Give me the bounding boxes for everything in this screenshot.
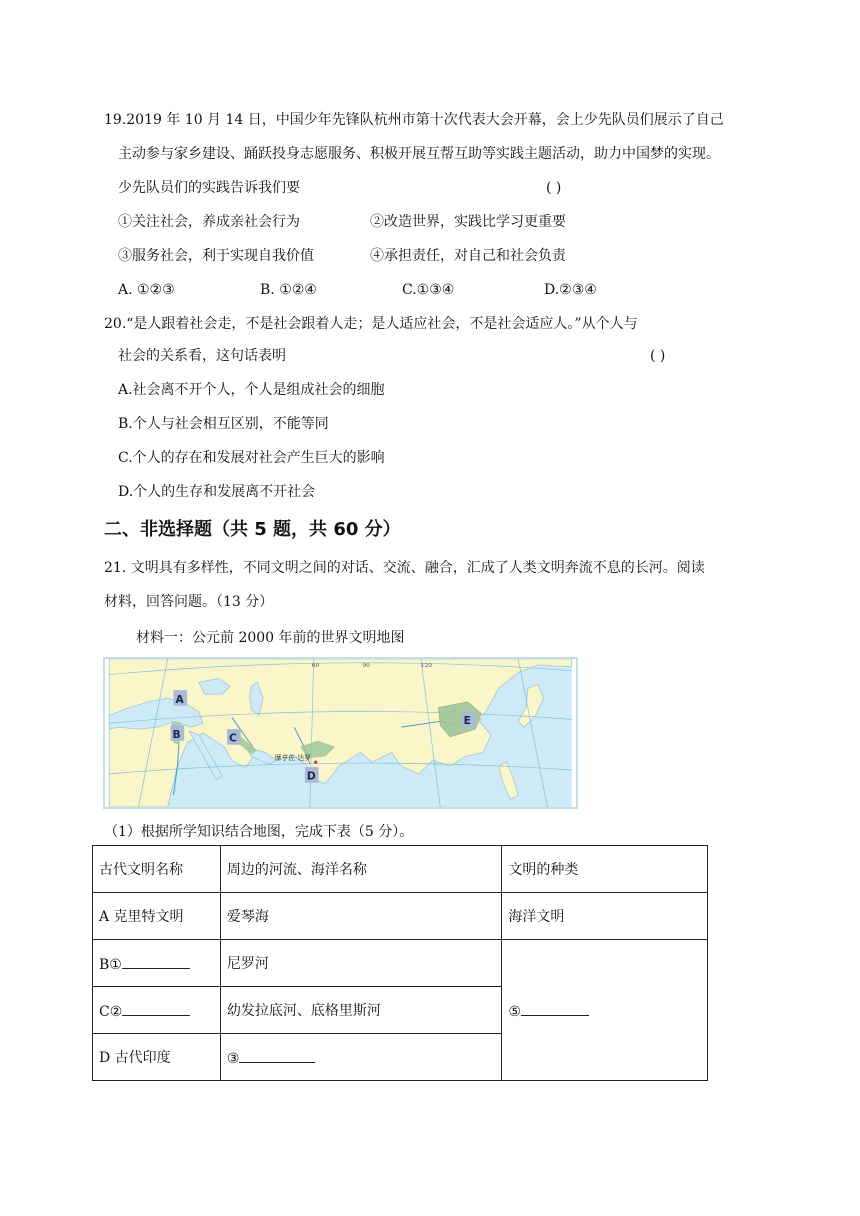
q20-option-a: A.社会离不开个人，个人是组成社会的细胞	[118, 382, 385, 398]
map-lon-120: 120	[420, 662, 432, 669]
table-cell-water: 尼罗河	[220, 940, 501, 987]
answer-blank-2[interactable]	[122, 1000, 190, 1016]
table-cell-water: 爱琴海	[220, 893, 501, 940]
q21-stem-line1: 21. 文明具有多样性，不同文明之间的对话、交流、融合，汇成了人类文明奔流不息的长河。阅读	[104, 560, 705, 576]
map-marker-d: D	[306, 769, 316, 783]
map-lon-90: 90	[362, 662, 370, 669]
table-cell-merged-kind	[502, 940, 708, 1081]
table-cell-water: 幼发拉底河、底格里斯河	[220, 987, 501, 1034]
q19-statement-3: ③服务社会，利于实现自我价值	[118, 248, 314, 264]
blank-label-1: B①	[99, 957, 122, 973]
q19-stem-line1: 19.2019 年 10 月 14 日，中国少年先锋队杭州市第十次代表大会开幕，会上少先队员们展示了自己	[104, 112, 724, 128]
section-heading: 二、非选择题（共 5 题，共 60 分）	[104, 519, 401, 540]
civilization-table	[92, 845, 708, 1081]
world-civilization-map	[103, 657, 578, 809]
blank-label-5: ⑤	[508, 1004, 521, 1020]
q19-answer-paren: ( )	[546, 180, 562, 196]
map-city-dot	[314, 761, 317, 764]
answer-blank-5[interactable]	[521, 1000, 589, 1016]
q20-answer-paren: ( )	[650, 348, 666, 364]
q20-stem-line2: 社会的关系看，这句话表明	[118, 348, 286, 364]
q19-option-b: B. ①②④	[260, 282, 317, 298]
q19-option-a: A. ①②③	[118, 282, 175, 298]
q20-stem-line1: 20.“是人跟着社会走，不是社会跟着人走；是人适应社会，不是社会适应人。”从个人与	[104, 316, 638, 332]
table-cell-name: A 克里特文明	[93, 893, 221, 940]
table-header-cell: 文明的种类	[502, 846, 708, 893]
map-marker-a: A	[175, 692, 184, 706]
q19-options	[118, 280, 686, 300]
material-caption: 材料一：公元前 2000 年前的世界文明地图	[136, 630, 405, 646]
blank-label-2: C②	[99, 1004, 123, 1020]
map-marker-e: E	[463, 714, 471, 728]
table-cell-water	[220, 1034, 501, 1081]
table-cell-name	[93, 940, 221, 987]
q21-stem-line2: 材料，回答问题。（13 分）	[104, 594, 274, 610]
q19-statement-2: ②改造世界，实践比学习更重要	[370, 214, 566, 230]
answer-blank-1[interactable]	[122, 953, 190, 969]
map-lon-60: 60	[311, 662, 320, 669]
table-cell-name	[93, 987, 221, 1034]
table-header-cell: 古代文明名称	[93, 846, 221, 893]
q20-option-b: B.个人与社会相互区别，不能等同	[118, 416, 329, 432]
table-row	[93, 893, 708, 940]
q19-option-d: D.②③④	[544, 282, 597, 298]
table-header-cell: 周边的河流、海洋名称	[220, 846, 501, 893]
map-marker-c: C	[229, 731, 237, 745]
table-cell-name: D 古代印度	[93, 1034, 221, 1081]
map-city-label: 摩亨佐·达罗	[274, 754, 311, 763]
answer-blank-3[interactable]	[239, 1047, 315, 1063]
table-row	[93, 940, 708, 987]
q21-sub1: （1）根据所学知识结合地图，完成下表（5 分）。	[104, 824, 414, 840]
map-marker-b: B	[172, 727, 181, 741]
q20-option-d: D.个人的生存和发展离不开社会	[118, 484, 316, 500]
q19-stem-line2: 主动参与家乡建设、踊跃投身志愿服务、积极开展互帮互助等实践主题活动，助力中国梦的实现。	[118, 146, 720, 162]
q19-option-c: C.①③④	[402, 282, 455, 298]
q19-statement-1: ①关注社会，养成亲社会行为	[118, 214, 300, 230]
table-header-row	[93, 846, 708, 893]
q19-statement-4: ④承担责任，对自己和社会负责	[370, 248, 566, 264]
q19-stem-line3: 少先队员们的实践告诉我们要	[118, 180, 300, 196]
table-cell-kind: 海洋文明	[502, 893, 708, 940]
q20-option-c: C.个人的存在和发展对社会产生巨大的影响	[118, 450, 385, 466]
blank-label-3: ③	[226, 1051, 240, 1067]
